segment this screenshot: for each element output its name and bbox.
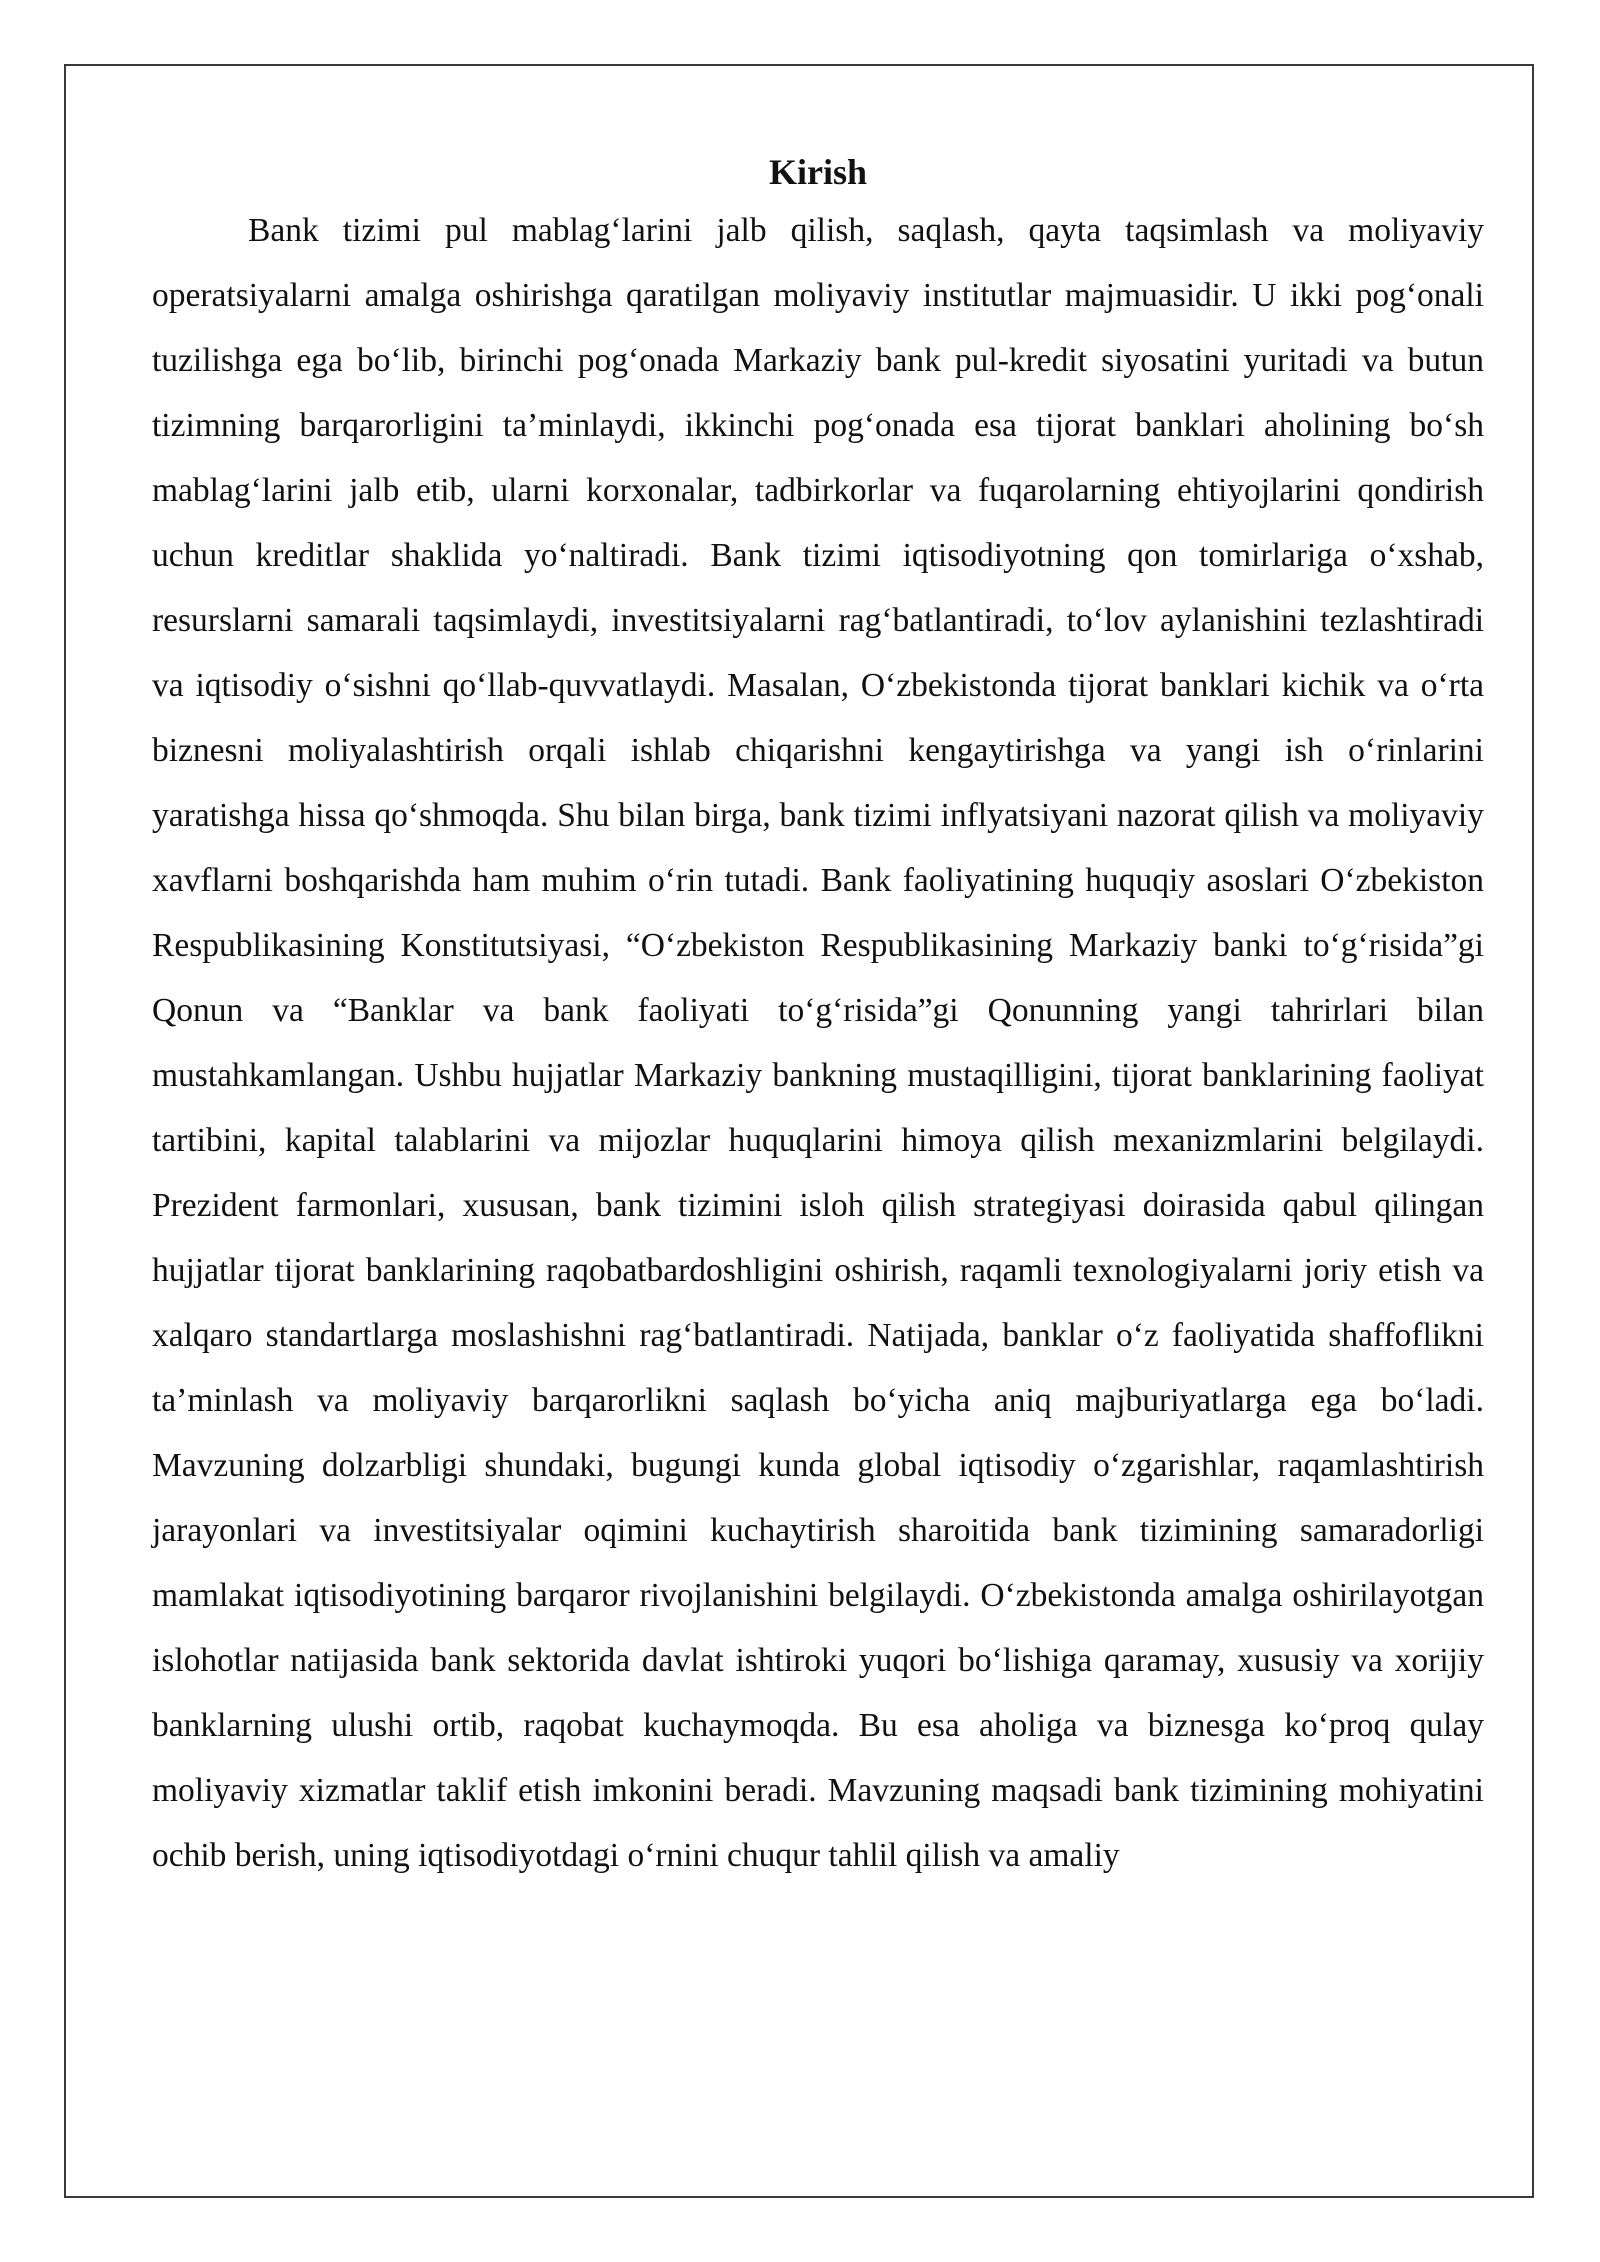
document-body [152, 146, 1484, 1888]
page-title: Kirish [768, 152, 867, 192]
intro-paragraph: Bank tizimi pul mablag‘larini jalb qilish, saqlash, qayta taqsimlash va moliyaviy operatsiyalarni amalga oshirishga qaratilgan moliyaviy institutlar majmuasidir. U ikki pog‘onali tuzilishga ega bo‘lib, birinchi pog‘onada Markaziy bank pul-kredit siyosatini yuritadi va butun tizimning barqarorligini ta’minlaydi, ikkinchi pog‘onada esa tijorat banklari aholining bo‘sh mablag‘larini jalb etib, ularni korxonalar, tadbirkorlar va fuqarolarning ehtiyojlarini qondirish uchun kreditlar shaklida yo‘naltiradi. Bank tizimi iqtisodiyotning qon tomirlariga o‘xshab, resurslarni samarali taqsimlaydi, investitsiyalarni rag‘batlantiradi, to‘lov aylanishini tezlashtiradi va iqtisodiy o‘sishni qo‘llab-quvvatlaydi. Masalan, O‘zbekistonda tijorat banklari kichik va o‘rta biznesni moliyalashtirish orqali ishlab chiqarishni kengaytirishga va yangi ish o‘rinlarini yaratishga hissa qo‘shmoqda. Shu bilan birga, bank tizimi inflyatsiyani nazorat qilish va moliyaviy xavflarni boshqarishda ham muhim o‘rin tutadi. Bank faoliyatining huquqiy asoslari O‘zbekiston Respublikasining Konstitutsiyasi, “O‘zbekiston Respublikasining Markaziy banki to‘g‘risida”gi Qonun va “Banklar va bank faoliyati to‘g‘risida”gi Qonunning yangi tahrirlari bilan mustahkamlangan. Ushbu hujjatlar Markaziy bankning mustaqilligini, tijorat banklarining faoliyat tartibini, kapital talablarini va mijozlar huquqlarini himoya qilish mexanizmlarini belgilaydi. Prezident farmonlari, xususan, bank tizimini isloh qilish strategiyasi doirasida qabul qilingan hujjatlar tijorat banklarining raqobatbardoshligini oshirish, raqamli texnologiyalarni joriy etish va xalqaro standartlarga moslashishni rag‘batlantiradi. Natijada, banklar o‘z faoliyatida shaffoflikni ta’minlash va moliyaviy barqarorlikni saqlash bo‘yicha aniq majburiyatlarga ega bo‘ladi. Mavzuning dolzarbligi shundaki, bugungi kunda global iqtisodiy o‘zgarishlar, raqamlashtirish jarayonlari va investitsiyalar oqimini kuchaytirish sharoitida bank tizimining samaradorligi mamlakat iqtisodiyotining barqaror rivojlanishini belgilaydi. O‘zbekistonda amalga oshirilayotgan islohotlar natijasida bank sektorida davlat ishtiroki yuqori bo‘lishiga qaramay, xususiy va xorijiy banklarning ulushi ortib, raqobat kuchaymoqda. Bu esa aholiga va biznesga ko‘proq qulay moliyaviy xizmatlar taklif etish imkonini beradi. Mavzuning maqsadi bank tizimining mohiyatini ochib berish, uning iqtisodiyotdagi o‘rnini chuqur tahlil qilish va amaliy [152, 212, 1484, 1874]
